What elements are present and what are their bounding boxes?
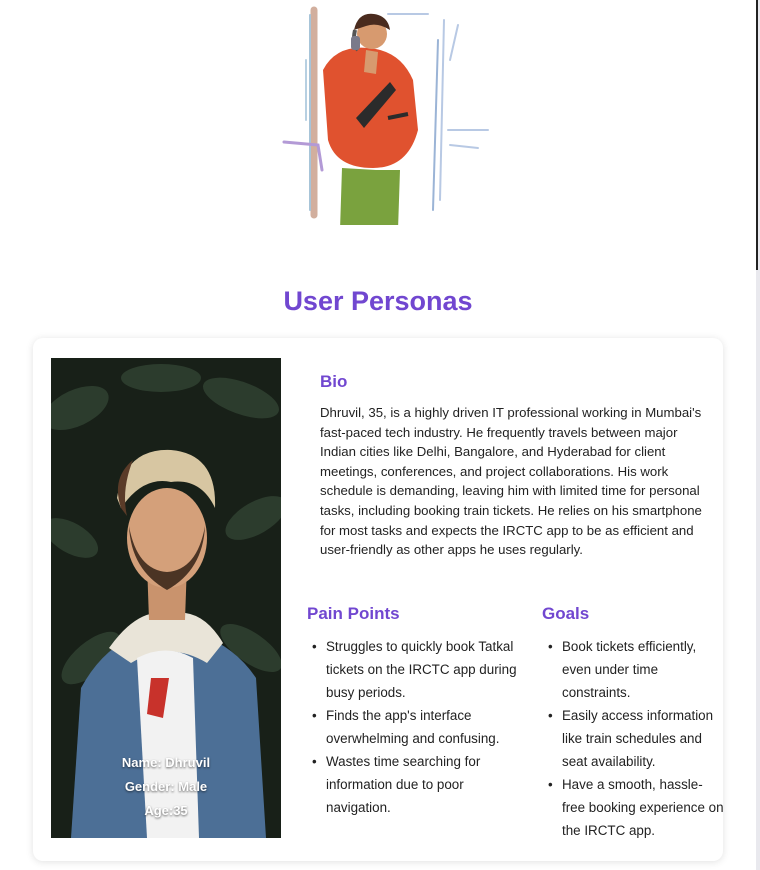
persona-photo bbox=[51, 358, 281, 838]
list-item: • Have a smooth, hassle-free booking experience on the IRCTC app. bbox=[542, 773, 724, 842]
persona-name: Name: Dhruvil bbox=[121, 755, 211, 770]
bio-heading: Bio bbox=[320, 372, 348, 391]
persona-age: Age:35 bbox=[144, 803, 188, 818]
persona-gender: Gender: Male bbox=[124, 779, 208, 794]
list-item: • Struggles to quickly book Tatkal tickets on the IRCTC app during busy periods. bbox=[306, 635, 528, 704]
goals-heading: Goals bbox=[542, 604, 590, 623]
list-item: • Book tickets efficiently, even under time constraints. bbox=[542, 635, 724, 704]
list-item: • Finds the app's interface overwhelming and confusing. bbox=[306, 704, 528, 750]
goals-list bbox=[542, 635, 724, 842]
page-title: User Personas bbox=[283, 286, 473, 316]
pain-points-list bbox=[306, 635, 528, 819]
list-item: • Easily access information like train schedules and seat availability. bbox=[542, 704, 724, 773]
bio-text: Dhruvil, 35, is a highly driven IT professional working in Mumbai's fast-paced tech industry. He frequently travels between major Indian cities like Delhi, Bangalore, and Hyderabad for client meetings, conferences, and project collaborations. His work schedule is demanding, leaving him with limited time for personal tasks, including booking train tickets. He relies on his smartphone for most tasks and expects the IRCTC app to be as efficient and user-friendly as other apps he uses regularly. bbox=[320, 405, 702, 558]
persona-illustration bbox=[278, 0, 494, 225]
list-item: • Wastes time searching for information due to poor navigation. bbox=[306, 750, 528, 819]
window-edge bbox=[756, 0, 760, 870]
pain-points-heading: Pain Points bbox=[307, 604, 400, 623]
